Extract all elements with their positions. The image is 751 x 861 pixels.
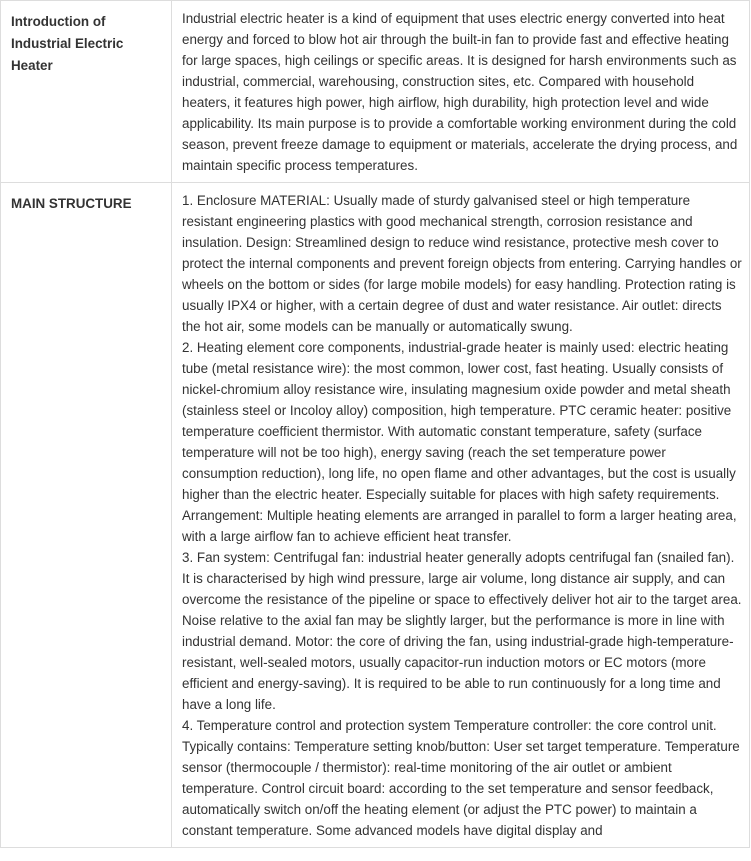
table-row-main-structure xyxy=(1,183,750,848)
row-content-cell xyxy=(172,183,750,848)
fan-system-paragraph: 3. Fan system: Centrifugal fan: industrial heater generally adopts centrifugal fan (snailed fan). It is characterised by high wind pressure, large air volume, long distance air supply, and can overcome the resistance of the pipeline or space to effectively deliver hot air to the target area. Noise relative to the axial fan may be slightly larger, but the performance is more in line with industrial demand. Motor: the core of driving the fan, using industrial-grade high-temperature-resistant, well-sealed motors, usually capacitor-run induction motors or EC motors (more efficient and energy-saving). It is required to be able to run continuously for a long time and have a long life. xyxy=(182,550,742,712)
temperature-control-paragraph: 4. Temperature control and protection system Temperature controller: the core control unit. Typically contains: Temperature setting knob/button: User set target temperature. Temperature sensor (thermocouple / thermistor): real-time monitoring of the air outlet or ambient temperature. Control circuit board: according to the set temperature and sensor feedback, automatically switch on/off the heating element (or adjust the PTC power) to maintain a constant temperature. Some advanced models have digital display and xyxy=(182,718,740,838)
introduction-paragraph: Industrial electric heater is a kind of equipment that uses electric energy converted into heat energy and forced to blow hot air through the built-in fan to provide fast and effective heating for large spaces, high ceilings or specific areas. It is designed for harsh environments such as industrial, commercial, warehousing, construction sites, etc. Compared with household heaters, it features high power, high airflow, high durability, high protection level and wide applicability. Its main purpose is to provide a comfortable working environment during the cold season, prevent freeze damage to equipment or materials, accelerate the drying process, and maintain specific process temperatures. xyxy=(182,11,738,173)
row-label: Introduction of Industrial Electric Heater xyxy=(11,14,124,73)
row-content-cell xyxy=(172,1,750,183)
enclosure-paragraph: 1. Enclosure MATERIAL: Usually made of sturdy galvanised steel or high temperature resistant engineering plastics with good mechanical strength, corrosion resistance and insulation. Design: Streamlined design to reduce wind resistance, protective mesh cover to protect the internal components and prevent foreign objects from entering. Carrying handles or wheels on the bottom or sides (for large mobile models) for easy handling. Protection rating is usually IPX4 or higher, with a certain degree of dust and water resistance. Air outlet: directs the hot air, some models can be manually or automatically swung. xyxy=(182,193,742,334)
heating-element-paragraph: 2. Heating element core components, industrial-grade heater is mainly used: electric heating tube (metal resistance wire): the most common, lower cost, fast heating. Usually consists of nickel-chromium alloy resistance wire, insulating magnesium oxide powder and metal sheath (stainless steel or Incoloy alloy) composition, high temperature. PTC ceramic heater: positive temperature coefficient thermistor. With automatic constant temperature, safety (surface temperature will not be too high), energy saving (reach the set temperature power consumption reduction), long life, no open flame and other advantages, but the cost is usually higher than the electric heater. Especially suitable for places with high safety requirements. Arrangement: Multiple heating elements are arranged in parallel to form a larger heating area, with a large airflow fan to achieve efficient heat transfer. xyxy=(182,340,737,544)
row-label: MAIN STRUCTURE xyxy=(11,196,132,211)
table-row-introduction xyxy=(1,1,750,183)
row-label-cell xyxy=(1,183,172,848)
row-label-cell xyxy=(1,1,172,183)
